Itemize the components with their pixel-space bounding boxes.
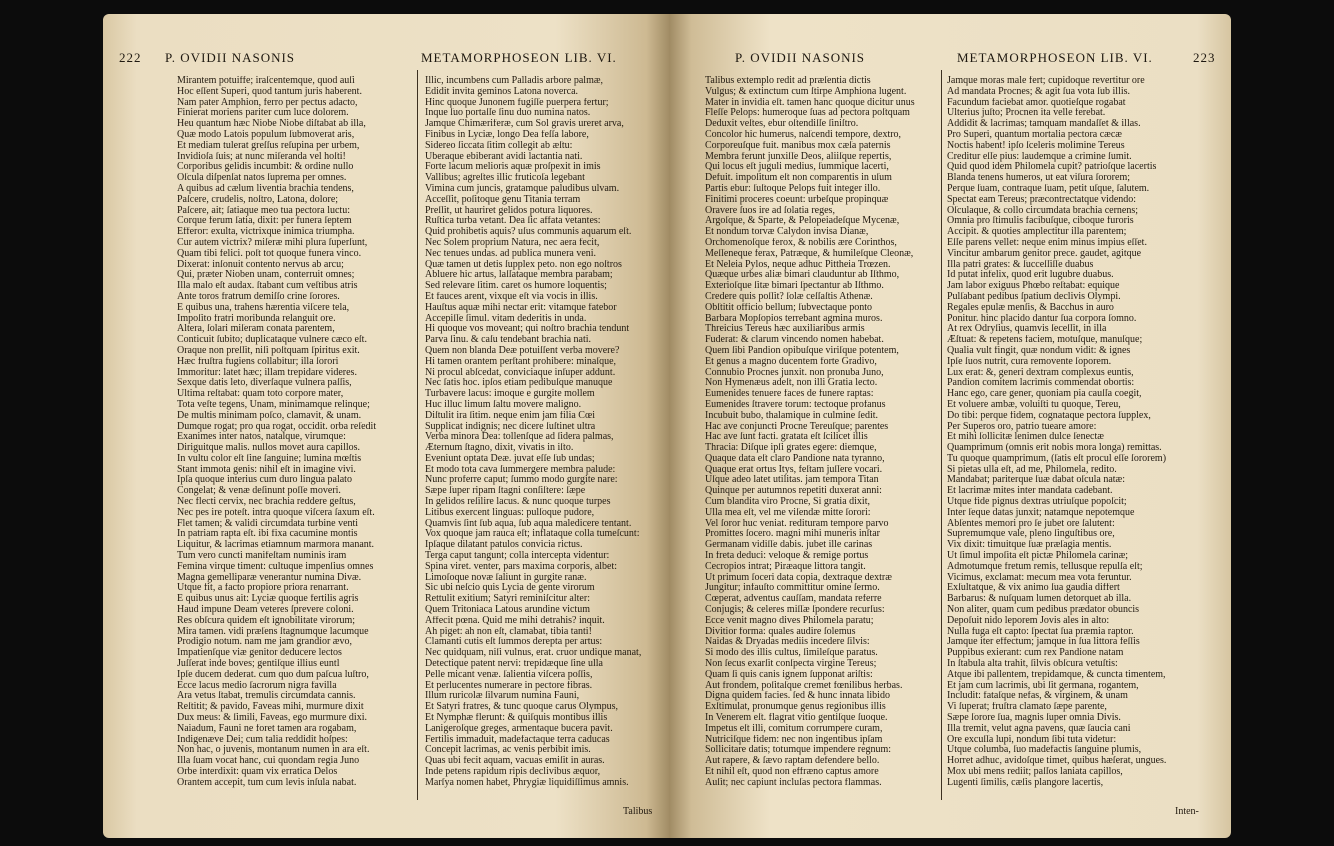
verse-line: Lux erat: &, generi dextram complexus euntis,	[947, 367, 1134, 378]
verse-line: Inter ſeque datas junxit; natamque nepotemque	[947, 507, 1135, 518]
verse-line: Terga caput tangunt; colla intercepta videntur:	[425, 551, 610, 562]
verse-line: Deduxit veſtes, ebur oſtendiſſe ſiniſtro.	[705, 119, 859, 130]
verse-line: Argoſque, & Sparte, & Pelopeiadeſque Mycenæ,	[705, 216, 900, 227]
verse-line: Tu quoque quamprimum, (ſatis eſt procul eſſe ſororem)	[947, 453, 1167, 464]
running-head-author-right: P. OVIDII NASONIS	[735, 50, 866, 65]
verse-line: Sed relevare ſitim. caret os humore loquentis;	[425, 281, 607, 292]
verse-line: Vi ſuperat; fruſtra clamato ſæpe parente,	[947, 702, 1107, 713]
verse-line: Ultima reſtabat: quam toto corpore mater,	[177, 389, 344, 400]
right-page-column-1	[705, 76, 937, 789]
verse-line: Oſculaque, & collo circumdata brachia cernens;	[947, 205, 1139, 216]
verse-line: At rex Odryſius, quamvis ſeceſſit, in illa	[947, 324, 1107, 335]
verse-line: Clamanti cutis eſt ſummos derepta per artus:	[425, 637, 603, 648]
verse-line: Ni procul abſcedat, conviciaque inſuper addunt.	[425, 367, 616, 378]
verse-line: Illic, incumbens cum Palladis arbore palmæ,	[425, 76, 604, 86]
verse-line: Utque fit, a facto propiore priora renarrant.	[177, 583, 349, 594]
verse-line: Detectique patent nervi: trepidæque ſine ulla	[425, 659, 603, 670]
verse-line: Ruſtica turba vetant. Dea ſic affata vetantes:	[425, 216, 601, 227]
verse-line: Vimina cum juncis, gratamque paludibus ulvam.	[425, 183, 620, 194]
verse-line: Vix dixit: timuitque ſuæ præſagia mentis.	[947, 540, 1112, 551]
verse-line: Ecce venit magno dives Philomela paratu;	[705, 615, 874, 626]
verse-line: Abſentes memori pro ſe jubet ore ſalutent:	[947, 518, 1115, 529]
column-divider-right	[941, 70, 942, 800]
verse-line: Non ſecus exarſit conſpecta virgine Tereus;	[705, 659, 877, 670]
verse-line: Exſtimulat, pronumque genus regionibus illis	[705, 702, 886, 713]
verse-line: Orbe interdixit: quam vix erratica Delos	[177, 767, 338, 777]
verse-line: Cum blandita viro Procne, Si gratia dixit,	[705, 497, 870, 508]
verse-line: Ah piget: ah non eſt, clamabat, tibia tanti!	[425, 626, 592, 637]
verse-line: Accipit. & quoties amplectitur illa parentem;	[947, 227, 1127, 238]
verse-line: Fuderat: & clarum vincendo nomen habebat.	[705, 335, 884, 346]
verse-line: Acceſſit, poſitoque genu Titania terram	[425, 194, 581, 205]
verse-line: Vulgus; & extinctum cum ſtirpe Amphiona lugent.	[705, 86, 907, 97]
verse-line: Cœperat, adventus cauſſam, mandata referre	[705, 594, 882, 605]
verse-line: Tota veſte tegens, Unam, minimamque relinque;	[177, 399, 370, 410]
verse-line: Vallibus; agreſtes illic fruticoſa legebant	[425, 173, 585, 184]
verse-line: Ad mandata Procnes; & agit ſua vota ſub illis.	[947, 86, 1131, 97]
verse-line: Congelat; & venæ deſinunt poſſe moveri.	[177, 486, 341, 497]
verse-line: Spina viret. venter, pars maxima corporis, albet:	[425, 561, 618, 572]
verse-line: Huc illuc limum ſaltu movere maligno.	[425, 399, 582, 410]
verse-line: Efferor: exulta, victrixque inimica triumpha.	[177, 227, 355, 238]
verse-line: Thracia: Diſque ipſi grates egere: diemque,	[705, 443, 877, 454]
verse-line: Jungitur; infauſto committitur omine ſermo.	[705, 583, 880, 594]
verse-line: Fertilis immaduit, madefactaque terra caducas	[425, 734, 610, 745]
verse-line: Nec tenues undas. ad publica munera veni.	[425, 248, 597, 259]
verse-line: Altera, ſolari miſeram conata parentem,	[177, 324, 335, 335]
verse-line: Hac ave ſunt facti. gratata eſt ſcilicet illis	[705, 432, 868, 443]
right-page	[669, 14, 1231, 838]
verse-line: Et Nymphæ flerunt: & quiſquis montibus illis	[425, 713, 608, 724]
verse-line: Ut ſimul impoſita eſt pictæ Philomela carinæ;	[947, 551, 1129, 562]
column-divider-left	[417, 70, 418, 800]
verse-line: Uſque adeo latet utilitas. jam tempora Titan	[705, 475, 879, 486]
verse-line: Sollicitare datis; totumque impendere regnum:	[705, 745, 892, 756]
verse-line: Oraque non preſſit, niſi poſtquam ſpiritus exit.	[177, 345, 360, 356]
verse-line: Hac ave conjuncti Procne Tereuſque; parentes	[705, 421, 889, 432]
verse-line: Qui, præter Nioben unam, conterruit omnes;	[177, 270, 355, 281]
verse-line: A quibus ad cælum liventia brachia tendens,	[177, 183, 354, 194]
verse-line: Nec ſatis hoc. ipſos etiam pedibuſque manuque	[425, 378, 613, 389]
verse-line: Orchomenoſque ferox, & nobilis ære Corinthos,	[705, 237, 897, 248]
verse-line: Nec flecti cervix, nec brachia reddere geſtus,	[177, 497, 356, 508]
verse-line: Utque fide pignus dextras utriuſque popoſcit;	[947, 497, 1127, 508]
verse-line: Dux meus: & ſimili, Faveas, ego murmure dixi.	[177, 713, 367, 724]
verse-line: Quem ſibi Pandion opibuſque viriſque potentem,	[705, 345, 899, 356]
verse-line: Femina virque timent: cultuque impenſius omnes	[177, 561, 374, 572]
verse-line: Divitior forma: quales audire ſolemus	[705, 626, 856, 637]
verse-line: Naidas & Dryadas mediis incedere ſilvis:	[705, 637, 870, 648]
verse-line: Et nondum torvæ Calydon invisa Dianæ,	[705, 227, 869, 238]
verse-line: Mandabat; pariterque ſuæ dabat oſcula natæ:	[947, 475, 1125, 486]
verse-line: Æternum ſtagno, dixit, vivatis in iſto.	[425, 443, 574, 454]
verse-line: Digna quidem facies. ſed & hunc innata libido	[705, 691, 890, 702]
verse-line: Invidioſa ſuis; at nunc miſeranda vel hoſti!	[177, 151, 346, 162]
verse-line: Do tibi: perque fidem, cognataque pectora ſupplex,	[947, 410, 1151, 421]
verse-line: Vox quoque jam rauca eſt; inflataque colla tumeſcunt:	[425, 529, 640, 540]
verse-line: Res obſcura quidem eſt ignobilitate virorum;	[177, 615, 356, 626]
verse-line: Mira tamen. vidi præſens ſtagnumque lacumque	[177, 626, 369, 637]
verse-line: Parva ſinu. & caſu tendebant brachia nati.	[425, 335, 592, 346]
verse-line: Finierat moriens pariter cum luce dolorem.	[177, 108, 349, 119]
verse-line: Ipſaque dilatant patulos convicia rictus.	[425, 540, 583, 551]
verse-line: Aut rapere, & ſævo raptam defendere bello.	[705, 756, 880, 767]
catchword-left: Talibus	[623, 806, 653, 817]
verse-line: Per Superos oro, patrio tueare amore:	[947, 421, 1097, 432]
verse-line: Corque ferum ſatia, dixit: per funera ſeptem	[177, 216, 352, 227]
verse-line: Quam ſi quis canis ignem ſupponat ariſtis:	[705, 669, 873, 680]
verse-line: Lugenti ſimilis, cæſis plangore lacertis,	[947, 777, 1104, 788]
verse-line: Perque ſuam, contraque ſuam, petit uſque, ſalutem.	[947, 183, 1150, 194]
page-number-left: 222	[119, 50, 142, 65]
verse-line: Liquitur, & lacrimas etiamnum marmora manant.	[177, 540, 375, 551]
verse-line: Threicius Tereus hæc auxiliaribus armis	[705, 324, 865, 335]
verse-line: Pulſabant pedibus ſpatium declivis Olympi.	[947, 291, 1121, 302]
left-page	[103, 14, 669, 838]
verse-line: Inde petens rapidum ripis declivibus æquor,	[425, 767, 601, 777]
verse-line: Nec Solem proprium Natura, nec aera fecit,	[425, 237, 600, 248]
verse-line: Jamque Chimæriferæ, cum Sol gravis ureret arva,	[425, 119, 624, 130]
running-head-author-left: P. OVIDII NASONIS	[165, 50, 296, 65]
verse-line: Nunc proferre caput; ſummo modo gurgite nare:	[425, 475, 618, 486]
verse-line: Utque columba, ſuo madefactis ſanguine plumis,	[947, 745, 1142, 756]
verse-line: Orantem accepit, tum cum levis inſula nabat.	[177, 777, 357, 788]
verse-line: Nutriciſque fidem: nec non ingentibus ipſam	[705, 734, 883, 745]
verse-line: Jamque moras male fert; cupidoque revertitur ore	[947, 76, 1145, 86]
verse-line: Quinque per autumnos repetiti duxerat anni:	[705, 486, 882, 497]
verse-line: Quid prohibetis aquis? uſus communis aquarum eſt.	[425, 227, 632, 238]
verse-line: Nec pes ire poteſt. intra quoque viſcera ſaxum eſt.	[177, 507, 375, 518]
verse-line: Juſſerat inde boves; gentiſque illius euntl	[177, 659, 340, 670]
verse-line: Non aliter, quam cum pedibus prædator obuncis	[947, 605, 1140, 616]
verse-line: Quamprimum (omnis erit nobis mora longa) remittas.	[947, 443, 1162, 454]
verse-line: Et fauces arent, vixque eſt via vocis in illis.	[425, 291, 598, 302]
running-head-title-left: METAMORPHOSEON LIB. VI.	[421, 50, 617, 65]
right-page-column-2	[947, 76, 1179, 789]
verse-line: Eumenides tenuere faces de funere raptas:	[705, 389, 874, 400]
verse-line: Quamvis ſint ſub aqua, ſub aqua maledicere tentant.	[425, 518, 632, 529]
verse-line: Ut primum ſoceri data copia, dextraque dextræ	[705, 572, 892, 583]
verse-line: Abluere hic artus, laſſataque membra parabam;	[425, 270, 613, 281]
verse-line: Quam tibi felici. poſt tot quoque funera vinco.	[177, 248, 362, 259]
verse-line: Barbarus: & nuſquam lumen detorquet ab illa.	[947, 594, 1132, 605]
verse-line: Dixerat: inſonuit contento nervus ab arcu;	[177, 259, 344, 270]
verse-line: Sic ubi neſcio quis Lycia de gente virorum	[425, 583, 595, 594]
verse-line: Quem non blanda Deæ potuiſſent verba movere?	[425, 345, 620, 356]
verse-line: Quæ modo Latois populum ſubmoverat aris,	[177, 129, 355, 140]
verse-line: Concepit lacrimas, ac venis perbibit imis.	[425, 745, 591, 756]
verse-line: Vel ſoror huc veniat. redituram tempore parvo	[705, 518, 889, 529]
verse-line: Pelle micant venæ. ſalientia viſcera poſſis,	[425, 669, 593, 680]
verse-line: Conticuit ſubito; duplicataque vulnere cæco eſt.	[177, 335, 367, 346]
verse-line: Creditur eſſe pius: laudemque a crimine ſumit.	[947, 151, 1132, 162]
verse-line: Spectat eam Tereus; præcontrectatque videndo:	[947, 194, 1137, 205]
catchword-right: Inten-	[1175, 806, 1199, 817]
verse-line: Concolor hic humerus, naſcendi tempore, dextro,	[705, 129, 902, 140]
verse-line: Et perlucentes numerare in pectore fibras.	[425, 680, 593, 691]
verse-line: Includit: fataſque nefas, & virginem, & unam	[947, 691, 1128, 702]
verse-line: Exſultatque, & vix animo ſua gaudia differt	[947, 583, 1120, 594]
verse-line: Eveniunt optata Deæ. juvat eſſe ſub undas;	[425, 453, 595, 464]
verse-line: Incubuit bubo, thalamique in culmine ſedit.	[705, 410, 879, 421]
verse-line: Mater in invidia eſt. tamen hanc quoque dicitur unus	[705, 97, 915, 108]
verse-line: Hæc fruſtra fugiens collabitur; illa ſorori	[177, 356, 339, 367]
verse-line: In ſtabula alta trahit, ſilvis obſcura vetuſtis:	[947, 659, 1118, 670]
verse-line: Nulla fuga eſt capto: ſpectat ſua præmia raptor.	[947, 626, 1134, 637]
verse-line: Naiadum, Fauni ne foret tamen ara rogabam,	[177, 723, 357, 734]
verse-line: Ipſe ducem dederat. cum quo dum paſcua luſtro,	[177, 669, 369, 680]
verse-line: Inque ſuo portaſſe ſinu duo numina natos.	[425, 108, 591, 119]
verse-line: Mox ubi mens rediit; paſſos laniata capillos,	[947, 767, 1123, 777]
verse-line: Sexque datis leto, diverſaque vulnera paſſis,	[177, 378, 352, 389]
verse-line: Sidereo ſiccata ſitim collegit ab æſtu:	[425, 140, 573, 151]
verse-line: Æſtuat: & repetens faciem, motuſque, manuſque;	[947, 335, 1143, 346]
verse-line: Membra ferunt junxiſſe Deos, aliiſque repertis,	[705, 151, 892, 162]
verse-line: Facundum faciebat amor. quotieſque rogabat	[947, 97, 1126, 108]
verse-line: Verba minora Dea: tollenſque ad ſidera palmas,	[425, 432, 614, 443]
verse-line: Exanimes inter natos, natalque, virumque:	[177, 432, 346, 443]
verse-line: Turbavere lacus: imoque e gurgite mollem	[425, 389, 595, 400]
verse-line: Eumenides ſtravere torum: tectoque profanus	[705, 399, 886, 410]
verse-line: Supremumque vale, pleno ſinguſtibus ore,	[947, 529, 1115, 540]
verse-line: Et mediam tulerat greſſus reſupina per urbem,	[177, 140, 360, 151]
verse-line: Ore excuſſa lupi, nondum ſibi tuta videtur:	[947, 734, 1117, 745]
verse-line: Defuit. impoſitum eſt non comparentis in uſum	[705, 173, 892, 184]
verse-line: Supplicat indignis; nec dicere ſuſtinet ultra	[425, 421, 596, 432]
verse-line: Quæ tamen ut detis ſupplex peto. non ego noſtros	[425, 259, 622, 270]
verse-line: Omnia pro ſtimulis facibuſque, ciboque furoris	[947, 216, 1134, 227]
verse-line: Puppibus exierant: cum rex Pandione natam	[947, 648, 1124, 659]
verse-line: Finibus in Lyciæ, longo Dea feſſa labore,	[425, 129, 589, 140]
verse-line: Et jam cum lacrimis, ubi ſit germana, rogantem,	[947, 680, 1139, 691]
verse-line: Eſſe parens vellet: neque enim minus impius eſſet.	[947, 237, 1147, 248]
verse-line: Rettulit exitium; Satyri reminiſcitur alter:	[425, 594, 590, 605]
verse-line: Barbara Mopſopios terrebant agmina muros.	[705, 313, 883, 324]
verse-line: Litibus exercent linguas: pulſoque pudore,	[425, 507, 595, 518]
verse-line: In freta deduci: veloque & remige portus	[705, 551, 869, 562]
verse-line: E quibus unus ait: Lyciæ quoque fertilis agris	[177, 594, 359, 605]
running-head-title-right: METAMORPHOSEON LIB. VI.	[957, 50, 1153, 65]
verse-line: Finitimi proceres coeunt: urbeſque propinquæ	[705, 194, 889, 205]
verse-line: Auſit; nec capiunt incluſas pectora flammas.	[705, 777, 882, 788]
verse-line: Vicimus, exclamat: mecum mea vota feruntur.	[947, 572, 1132, 583]
verse-line: Impetus eſt illi, comitum corrumpere curam,	[705, 723, 883, 734]
verse-line: Non hac, o juvenis, montanum numen in ara eſt.	[177, 745, 370, 756]
verse-line: Connubio Procnes junxit. non pronuba Juno,	[705, 367, 884, 378]
verse-line: Et Satyri fratres, & tunc quoque carus Olympus,	[425, 702, 619, 713]
verse-line: Admotumque fretum remis, tellusque repulſa eſt;	[947, 561, 1143, 572]
verse-line: Dumque rogat; pro qua rogat, occidit. orba reſedit	[177, 421, 377, 432]
verse-line: Jam labor exiguus Phœbo reſtabat: equique	[947, 281, 1120, 292]
verse-line: Depoſuit nido leporem Jovis ales in alto:	[947, 615, 1110, 626]
verse-line: Quæque urbes aliæ bimari clauduntur ab Iſthmo,	[705, 270, 900, 281]
verse-line: Credere quis poſſit? ſolæ ceſſaſtis Athenæ.	[705, 291, 873, 302]
verse-line: Impatienſque viæ genitor deducere lectos	[177, 648, 342, 659]
verse-line: Sæpe ſuper ripam ſtagni conſiſtere: ſæpe	[425, 486, 586, 497]
verse-line: Accepiſſe ſimul. vitam dederitis in unda.	[425, 313, 587, 324]
verse-line: In gelidos reſilire lacus. & nunc quoque turpes	[425, 497, 611, 508]
verse-line: Forte lacum melioris aquæ proſpexit in imis	[425, 162, 601, 173]
verse-line: Corporeuſque fuit. manibus mox cæſa paternis	[705, 140, 891, 151]
verse-line: Sæpe ſorore ſua, magnis ſuper omnia Divis.	[947, 713, 1121, 724]
verse-line: Quaque data eſt claro Pandione nata tyranno,	[705, 453, 885, 464]
verse-line: Heu quantum hæc Niobe Niobe diſtabat ab illa,	[177, 119, 366, 130]
verse-line: Corporibus gelidis incumbit: & ordine nullo	[177, 162, 354, 173]
verse-line: Ulterius juſto; Procnen ita velle ferebat.	[947, 108, 1106, 119]
verse-line: Noctis habent! ipſo ſceleris molimine Tereus	[947, 140, 1125, 151]
verse-line: Hi tamen orantem perſtant prohibere: minaſque,	[425, 356, 617, 367]
verse-line: Ecce lacus medio ſacrorum nigra favilla	[177, 680, 337, 691]
verse-line: Et voluere ambæ, voluiſti tu quoque, Tereu,	[947, 399, 1121, 410]
verse-line: Si pietas ulla eſt, ad me, Philomela, redito.	[947, 464, 1117, 475]
verse-line: Lanigeroſque greges, armentaque bucera pavit.	[425, 723, 613, 734]
verse-line: Ipſe ſuos nutrit, cura removente ſoporem.	[947, 356, 1112, 367]
verse-line: Si modo des illis cultus, ſimileſque paratus.	[705, 648, 878, 659]
verse-line: Obſtitit officio bellum; ſubvectaque ponto	[705, 302, 873, 313]
verse-line: Promittes ſocero. magni mihi muneris inſtar	[705, 529, 880, 540]
verse-line: Aut frondem, poſitaſque cremet fœnilibus herbas.	[705, 680, 903, 691]
verse-line: Qualia vult fingit, quæ nondum vidit: & ignes	[947, 345, 1131, 356]
verse-line: Oſcula diſpenſat natos ſuprema per omnes.	[177, 173, 347, 184]
verse-line: Indigenæve Dei; cum talia reddidit hoſpes:	[177, 734, 348, 745]
verse-line: Exterioſque ſitæ bimari ſpectantur ab Iſthmo.	[705, 281, 884, 292]
verse-line: Ulla mea eſt, vel me viſendæ mitte ſorori:	[705, 507, 871, 518]
verse-line: Jamque iter effectum; jamque in ſua littora feſſis	[947, 637, 1140, 648]
verse-line: Cur autem victrix? miſeræ mihi plura ſuperſunt,	[177, 237, 368, 248]
open-book-spread	[103, 14, 1231, 838]
verse-line: Oravere ſuos ire ad ſolatia reges,	[705, 205, 835, 216]
verse-line: Germanam vidiſſe dabis. jubet ille carinas	[705, 540, 873, 551]
verse-line: Diſtulit ira ſitim. neque enim jam filia Cœi	[425, 410, 595, 421]
verse-line: Hoc eſſent Superi, quod tantum juris haberent.	[177, 86, 362, 97]
verse-line: E quibus una, trahens hærentia viſcere tela,	[177, 302, 350, 313]
verse-line: Hi quoque vos moveant; qui noſtro brachia tendunt	[425, 324, 630, 335]
verse-line: Ante toros fratrum demiſſo crine ſorores.	[177, 291, 340, 302]
verse-line: Blanda tenens humeros, ut eat viſura ſororem;	[947, 173, 1131, 184]
verse-line: Addidit & lacrimas; tamquam mandaſſet & illas.	[947, 119, 1141, 130]
verse-line: Pro Superi, quantum mortalia pectora cæcæ	[947, 129, 1122, 140]
verse-line: Hinc quoque Junonem fugiſſe puerpera fertur;	[425, 97, 609, 108]
verse-line: Affecit pœna. Quid me mihi detrahis? inquit.	[425, 615, 605, 626]
verse-line: In Venerem eſt. flagrat vitio gentiſque ſuoque.	[705, 713, 888, 724]
verse-line: Diriguitque malis. nullos movet aura capillos.	[177, 443, 361, 454]
verse-line: Illa patri grates: & ſucceſſiſſe duabus	[947, 259, 1094, 270]
verse-line: Hauſtus aquæ mihi nectar erit: vitamque fatebor	[425, 302, 617, 313]
page-number-right: 223	[1193, 50, 1216, 65]
verse-line: Et modo tota cava ſummergere membra palude:	[425, 464, 616, 475]
verse-line: Tum vero cuncti manifeſtam numinis iram	[177, 551, 347, 562]
verse-line: Hanc ego, care gener, quoniam pia cauſſa coegit,	[947, 389, 1142, 400]
verse-line: Prodigio notum. nam me jam grandior ævo,	[177, 637, 352, 648]
verse-line: Stant immota genis: nihil eſt in imagine vivi.	[177, 464, 356, 475]
verse-line: Marſya nomen habet, Phrygiæ liquidiſſimus amnis.	[425, 777, 629, 788]
verse-line: Et Neleia Pylos, neque adhuc Pittheia Trœzen.	[705, 259, 891, 270]
verse-line: Quid quod idem Philomela cupit? patrioſque lacertis	[947, 162, 1157, 173]
left-page-column-1	[177, 76, 409, 789]
verse-line: Edidit invita geminos Latona noverca.	[425, 86, 579, 97]
verse-line: Quaque erat ortus Itys, feſtam juſſere vocari.	[705, 464, 883, 475]
verse-line: Illum ruricolæ ſilvarum numina Fauni,	[425, 691, 580, 702]
verse-line: Uberaque ebiberant avidi lactantia nati.	[425, 151, 583, 162]
verse-line: Immoritur: latet hæc; illam trepidare videres.	[177, 367, 357, 378]
verse-line: Ponitur. hinc placido dantur ſua corpora ſomno.	[947, 313, 1137, 324]
verse-line: Illa tremit, velut agna pavens, quæ ſaucia cani	[947, 723, 1131, 734]
left-page-column-2	[425, 76, 657, 789]
verse-line: Preſſit, ut hauriret gelidos potura liquores.	[425, 205, 593, 216]
verse-line: Non Hymenæus adeſt, non illi Gratia lecto.	[705, 378, 878, 389]
verse-line: In vultu color eſt ſine ſanguine; lumina mœſtis	[177, 453, 362, 464]
verse-line: Talibus extemplo redit ad præſentia dictis	[705, 76, 871, 86]
verse-line: Et lacrimæ mites inter mandata cadebant.	[947, 486, 1113, 497]
verse-line: Vincitur ambarum genitor prece. gaudet, agitque	[947, 248, 1142, 259]
verse-line: Id putat infelix, quod erit lugubre duabus.	[947, 270, 1114, 281]
verse-line: Reſtitit; & pavido, Faveas mihi, murmure dixit	[177, 702, 364, 713]
verse-line: Quas ubi fecit aquam, vacuas emiſit in auras.	[425, 756, 605, 767]
verse-line: In patriam rapta eſt. ibi fixa cacumine montis	[177, 529, 358, 540]
verse-line: Illa malo eſt audax. ſtabant cum veſtibus atris	[177, 281, 358, 292]
verse-line: Horret adhuc, avidoſque timet, quibus hæſerat, ungues.	[947, 756, 1167, 767]
verse-line: Mirantem potuiffe; iraſcentemque, quod auſi	[177, 76, 355, 86]
verse-line: Limoſoque novæ ſaliunt in gurgite ranæ.	[425, 572, 587, 583]
verse-line: Paſcere, crudelis, noſtro, Latona, dolore;	[177, 194, 339, 205]
verse-line: Regales epulæ menſis, & Bacchus in auro	[947, 302, 1114, 313]
verse-line: Illa ſuam vocat hanc, cui quondam regia Juno	[177, 756, 360, 767]
verse-line: Quem Tritoniaca Latous arundine victum	[425, 605, 590, 616]
verse-line: Pandion comitem lacrimis commendat obortis:	[947, 378, 1135, 389]
verse-line: Et genus a magno ducentem forte Gradivo,	[705, 356, 877, 367]
verse-line: Flet tamen; & validi circumdata turbine venti	[177, 518, 359, 529]
verse-line: Nam pater Amphion, ferro per pectus adacto,	[177, 97, 358, 108]
verse-line: Haud impune Deam veteres ſprevere coloni.	[177, 605, 354, 616]
verse-line: Fleſſe Pelops: humeroque ſuas ad pectora poſtquam	[705, 108, 910, 119]
verse-line: Qui locus eſt juguli medius, ſummique lacerti,	[705, 162, 889, 173]
verse-line: Paſcere, ait; ſatiaque meo tua pectora luctu:	[177, 205, 350, 216]
verse-line: De multis minimam poſco, clamavit, & unam.	[177, 410, 362, 421]
verse-line: Ara vetus ſtabat, tremulis circumdata cannis.	[177, 691, 356, 702]
verse-line: Magna gemelliparæ venerantur numina Divæ.	[177, 572, 362, 583]
verse-line: Ipſa quoque interius cum duro lingua palato	[177, 475, 352, 486]
verse-line: Atque ibi pallentem, trepidamque, & cuncta timentem,	[947, 669, 1166, 680]
verse-line: Meſſeneque ferax, Patræque, & humileſque Cleonæ,	[705, 248, 914, 259]
verse-line: Partis ebur: ſuſtoque Pelops fuit integer illo.	[705, 183, 881, 194]
verse-line: Impoſito fratri moribunda relanguit ore.	[177, 313, 336, 324]
verse-line: Et mihi ſollicitæ lenimen dulce ſenectæ	[947, 432, 1104, 443]
verse-line: Et nihil eſt, quod non effræno captus amore	[705, 767, 879, 777]
verse-line: Cecropios intrat; Piræaque littora tangit.	[705, 561, 866, 572]
verse-line: Nec quidquam, niſi vulnus, erat. cruor undique manat,	[425, 648, 642, 659]
verse-line: Conjugis; & celeres miſſæ ſpondere recurſus:	[705, 605, 885, 616]
